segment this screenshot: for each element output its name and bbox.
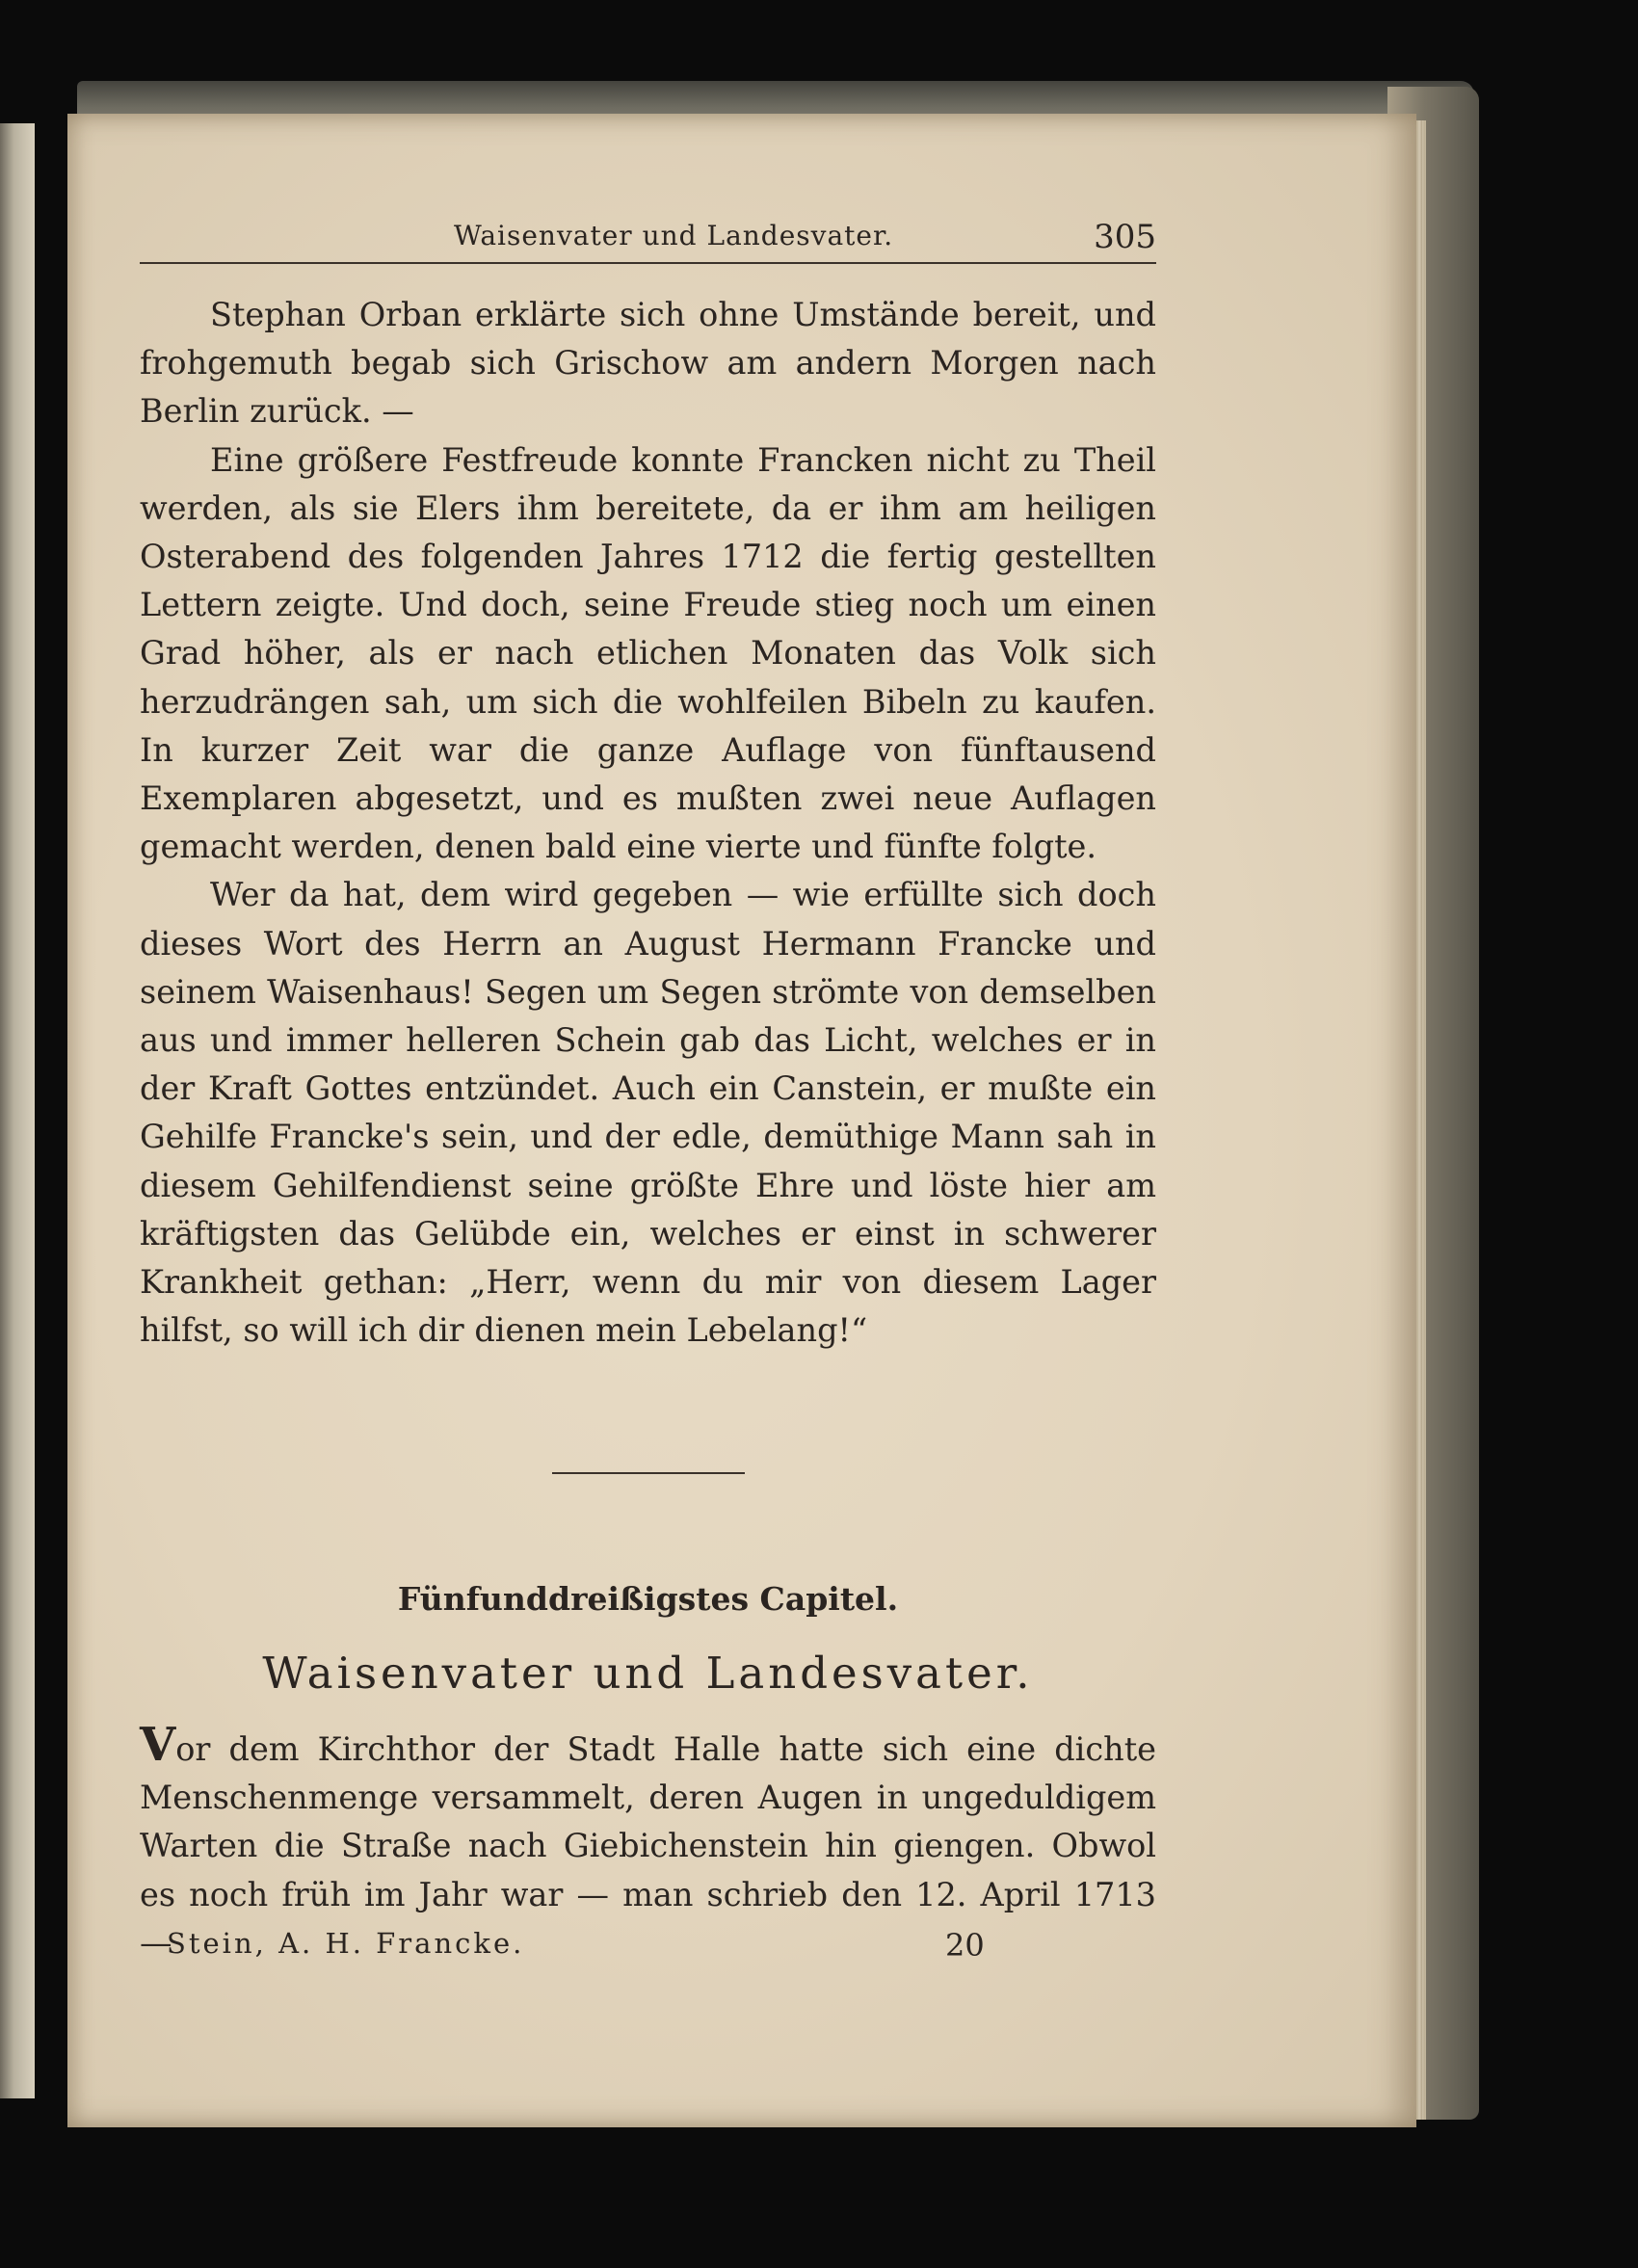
drop-cap: V	[140, 1718, 176, 1772]
page-footer	[140, 1927, 1156, 1965]
chapter-title: Waisenvater und Landesvater.	[262, 1648, 1034, 1699]
running-head	[140, 210, 1156, 268]
paragraph: Eine größere Festfreude konnte Francken nicht zu Theil werden, als sie Elers ihm bereitete, da er ihm am heiligen Osterabend des folgenden Jahres 1712 die fertig gestellten Lettern zeigte. Und doch, seine Freude stieg noch um einen Grad höher, als er nach etlichen Monaten das Volk sich herzudrängen sah, um sich die wohlfeilen Bibeln zu kaufen. In kurzer Zeit war die ganze Auflage von fünftausend Exemplaren abgesetzt, und es mußten zwei neue Auflagen gemacht werden, denen bald eine vierte und fünfte folgte.	[140, 440, 1156, 866]
running-title: Waisenvater und Landesvater.	[454, 220, 894, 251]
header-rule	[140, 262, 1156, 264]
facing-page-edge	[0, 123, 35, 2098]
sheet-number: 20	[945, 1927, 985, 1964]
page-number: 305	[1094, 218, 1156, 256]
chapter-opening-text: or dem Kirchthor der Stadt Halle hatte sich eine dichte Menschenmenge versammelt, deren Augen in ungeduldigem Warten die Straße nach Giebichenstein hin giengen. Obwol es noch früh im Jahr war — man schrieb den 12. April 1713 —	[140, 1730, 1156, 1962]
printer-signature: Stein, A. H. Francke.	[167, 1927, 525, 1960]
body-text	[140, 291, 1156, 1355]
paragraph: Stephan Orban erklärte sich ohne Umstände bereit, und frohgemuth begab sich Grischow am andern Morgen nach Berlin zurück. —	[140, 296, 1156, 431]
chapter-number: Fünfunddreißigstes Capitel.	[397, 1580, 899, 1618]
paragraph: Wer da hat, dem wird gegeben — wie erfüllte sich doch dieses Wort des Herrn an August Hermann Francke und seinem Waisenhaus! Segen um Segen strömte von demselben aus und immer helleren Schein gab das Licht, welches er in der Kraft Gottes entzündet. Auch ein Canstein, er mußte ein Gehilfe Francke's sein, und der edle, demüthige Mann sah in diesem Gehilfendienst seine größte Ehre und löste hier am kräftigsten das Gelübde ein, welches er einst in schwerer Krankheit gethan: „Herr, wenn du mir von diesem Lager hilfst, so will ich dir dienen mein Lebelang!“	[140, 876, 1156, 1350]
section-divider	[552, 1472, 745, 1474]
